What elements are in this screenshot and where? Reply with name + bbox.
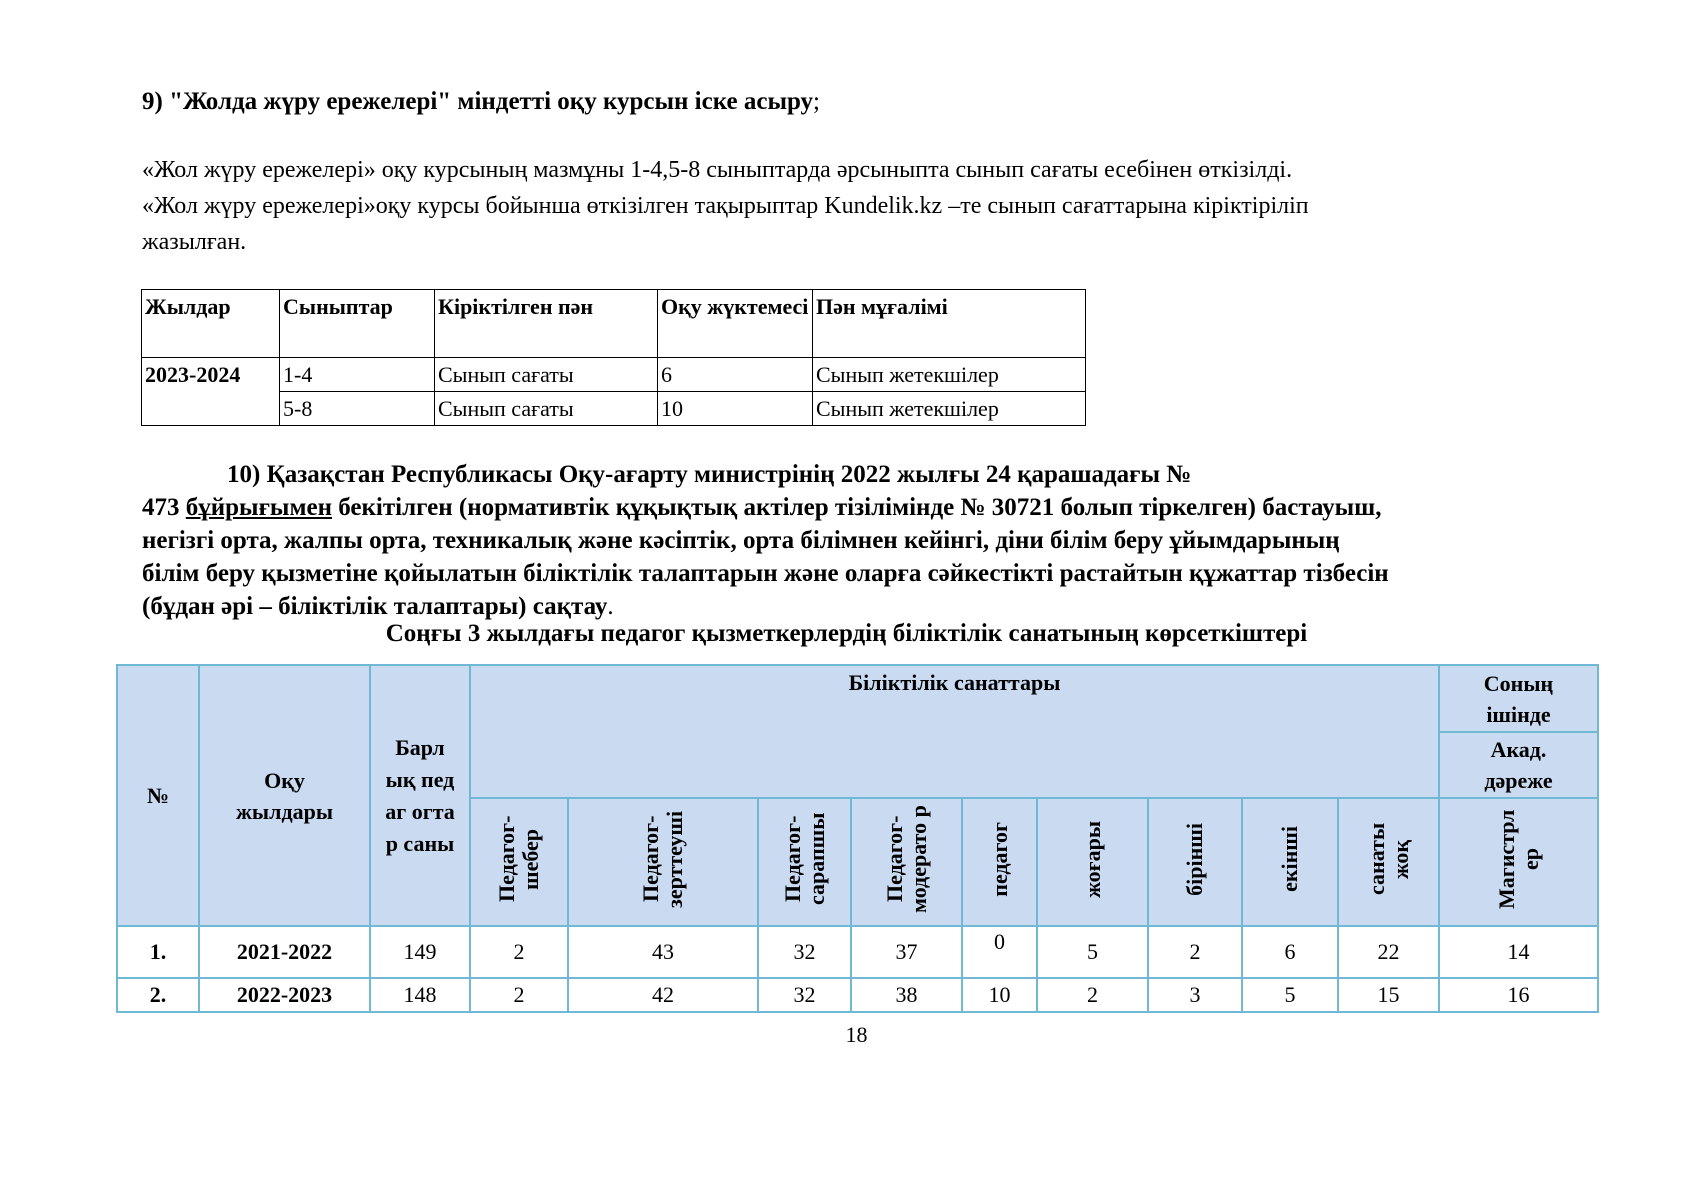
order-link[interactable]: бұйрығымен: [185, 494, 332, 521]
table-caption: Соңғы 3 жылдағы педагог қызметкерлердің біліктілік санатының көрсеткіштері: [385, 620, 1308, 647]
page-number: 18: [845, 1022, 868, 1047]
header-total: Барл ық педаг огтар саны: [370, 665, 470, 926]
header-second: екінші: [1242, 798, 1338, 926]
section-9-paragraph-line-2: «Жол жүру ережелері»оқу курсы бойынша өткізілген тақырыптар Kundelik.kz –те сынып сағаттарына кіріктіріліп: [142, 193, 1309, 219]
section-9-paragraph-line-1: «Жол жүру ережелері» оқу курсының мазмұны 1-4,5-8 сыныптарда әрсыныпта сынып сағаты есебінен өткізілді.: [142, 157, 1293, 183]
row-number: 1.: [117, 926, 199, 978]
course-table-header-row: [142, 290, 1086, 358]
row-value: 22: [1338, 926, 1439, 978]
qualification-table: [116, 664, 1599, 1013]
row-total: 149: [370, 926, 470, 978]
header-highest: жоғары: [1037, 798, 1148, 926]
row-years: 2022-2023: [199, 978, 370, 1012]
row-value: 32: [758, 978, 851, 1012]
row-total: 148: [370, 978, 470, 1012]
row-value: 2: [1037, 978, 1148, 1012]
course-table-cell: 6: [658, 358, 813, 392]
course-table-cell: Сынып жетекшілер: [813, 392, 1086, 426]
course-table-row: [142, 392, 1086, 426]
row-value: 0: [962, 926, 1037, 978]
course-table-cell: Сынып сағаты: [435, 392, 658, 426]
course-table-header: Сыныптар: [280, 290, 435, 358]
row-value: 2: [1148, 926, 1242, 978]
section-9-paragraph-line-3: жазылған.: [142, 229, 247, 255]
header-researcher-teacher: Педагог-зерттеуші: [568, 798, 758, 926]
row-value: 43: [568, 926, 758, 978]
row-value: 10: [962, 978, 1037, 1012]
row-value: 37: [851, 926, 962, 978]
row-value: 16: [1439, 978, 1598, 1012]
course-table-cell: Сынып сағаты: [435, 358, 658, 392]
header-teacher: педагог: [962, 798, 1037, 926]
section-10-line-4: білім беру қызметіне қойылатын біліктілік талаптарын және оларға сәйкестікті растайтын құжаттар тізбесін: [142, 560, 1389, 587]
course-table-cell: 1-4: [280, 358, 435, 392]
course-table-cell: 10: [658, 392, 813, 426]
row-years: 2021-2022: [199, 926, 370, 978]
row-value: 42: [568, 978, 758, 1012]
course-table-header: Кіріктілген пән: [435, 290, 658, 358]
section-10-line-2: 473 бұйрығымен бекітілген (нормативтік құқықтық актілер тізілімінде № 30721 болып тіркелген) бастауыш,: [142, 494, 1382, 521]
row-value: 14: [1439, 926, 1598, 978]
row-value: 5: [1037, 926, 1148, 978]
row-value: 5: [1242, 978, 1338, 1012]
header-moderator-teacher: Педагог-модерато р: [851, 798, 962, 926]
row-number: 2.: [117, 978, 199, 1012]
table-row: [117, 978, 1598, 1012]
header-among: Соның ішінде: [1439, 665, 1598, 732]
course-table: [141, 289, 1086, 426]
header-expert-teacher: Педагог-сарапшы: [758, 798, 851, 926]
table-row: [117, 926, 1598, 978]
row-value: 3: [1148, 978, 1242, 1012]
row-value: 2: [470, 926, 568, 978]
header-years: Оқу жылдары: [199, 665, 370, 926]
header-master-teacher: Педагог-шебер: [470, 798, 568, 926]
course-table-cell: Сынып жетекшілер: [813, 358, 1086, 392]
row-value: 38: [851, 978, 962, 1012]
header-masters: Магистрл ер: [1439, 798, 1598, 926]
course-table-year: 2023-2024: [142, 358, 280, 426]
course-table-header: Жылдар: [142, 290, 280, 358]
section-10-text: [142, 458, 1622, 623]
section-10-line-1: 10) Қазақстан Республикасы Оқу-ағарту министрінің 2022 жылғы 24 қарашадағы №: [227, 461, 1192, 488]
section-10-line-5: (бұдан әрі – біліктілік талаптары) сақтау.: [142, 593, 614, 620]
course-table-row: [142, 358, 1086, 392]
header-academic-degree: Акад. дәреже: [1439, 732, 1598, 798]
course-table-header: Оқу жүктемесі: [658, 290, 813, 358]
course-table-cell: 5-8: [280, 392, 435, 426]
header-first: бірінші: [1148, 798, 1242, 926]
header-categories: Біліктілік санаттары: [470, 665, 1439, 798]
section-10-line-3: негізгі орта, жалпы орта, техникалық және кәсіптік, орта білімнен кейінгі, діни білім беру ұйымдарының: [142, 527, 1340, 554]
row-value: 32: [758, 926, 851, 978]
row-value: 15: [1338, 978, 1439, 1012]
header-number: №: [117, 665, 199, 926]
row-value: 6: [1242, 926, 1338, 978]
course-table-header: Пән мұғалімі: [813, 290, 1086, 358]
qualification-table-header-row: [117, 665, 1598, 732]
header-no-category: санаты жоқ: [1338, 798, 1439, 926]
section-9-heading: 9) "Жолда жүру ережелері" міндетті оқу курсын іске асыру;: [142, 88, 820, 115]
row-value: 2: [470, 978, 568, 1012]
